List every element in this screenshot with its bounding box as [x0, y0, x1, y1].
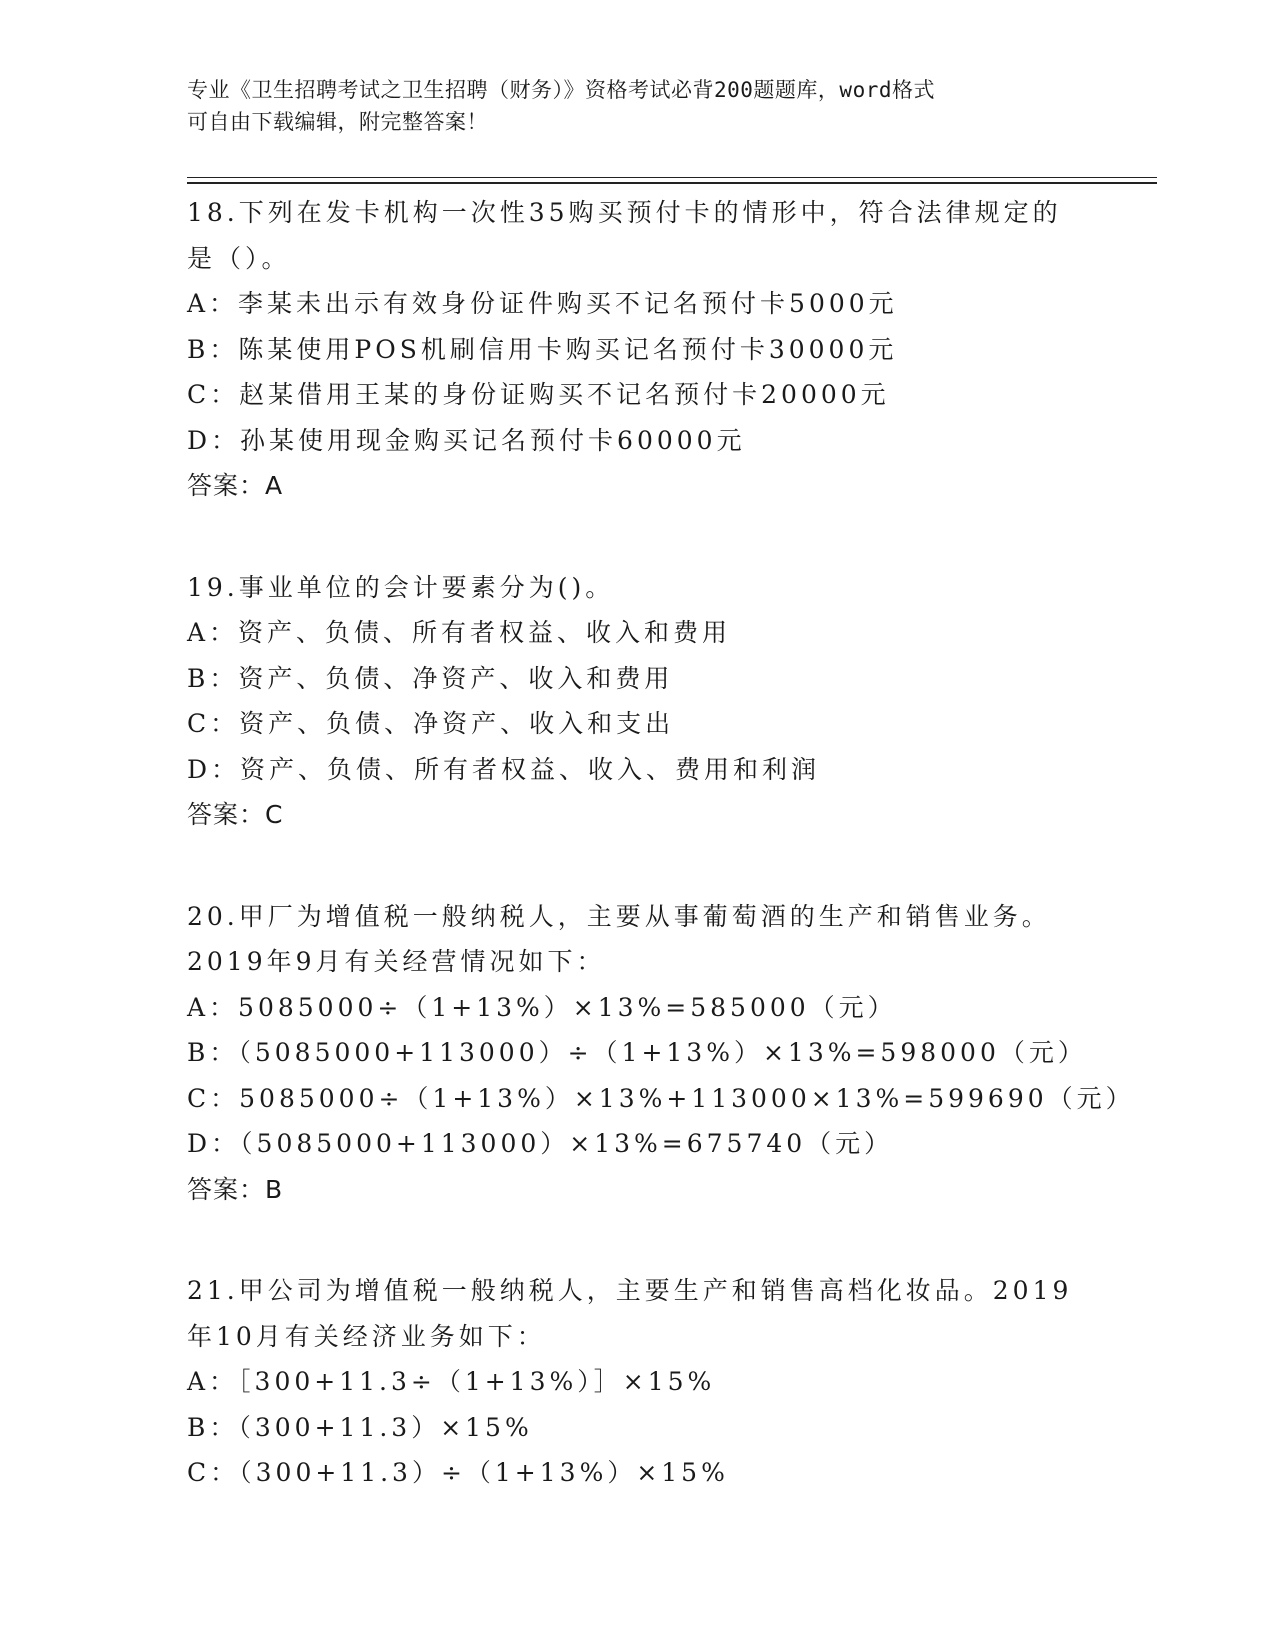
question-stem: 18.下列在发卡机构一次性35购买预付卡的情形中，符合法律规定的	[187, 198, 1062, 227]
question-20	[187, 894, 1147, 1213]
question-19	[187, 565, 1147, 838]
option-b: B：资产、负债、净资产、收入和费用	[187, 663, 674, 693]
question-stem: 20.甲厂为增值税一般纳税人，主要从事葡萄酒的生产和销售业务。	[187, 901, 1051, 931]
header-line-2: 可自由下载编辑，附完整答案！	[187, 110, 488, 134]
question-18	[187, 190, 1147, 509]
question-21	[187, 1268, 1147, 1496]
question-list	[187, 190, 1147, 1552]
option-d: D：资产、负债、所有者权益、收入、费用和利润	[187, 754, 821, 784]
option-c: C：资产、负债、净资产、收入和支出	[187, 709, 675, 738]
question-stem: 21.甲公司为增值税一般纳税人，主要生产和销售高档化妆品。2019	[187, 1276, 1073, 1305]
option-a: A：李某未出示有效身份证件购买不记名预付卡5000元	[187, 289, 898, 318]
option-a: A：［300+11.3÷（1+13%）］×15%	[187, 1367, 716, 1396]
answer-label: 答案：A	[187, 471, 284, 500]
header-divider-thin	[187, 177, 1157, 178]
document-header	[187, 74, 1067, 138]
question-stem-continued: 2019年9月有关经营情况如下：	[187, 947, 606, 976]
answer-label: 答案：B	[187, 1174, 284, 1204]
answer-label: 答案：C	[187, 800, 284, 829]
option-a: A：资产、负债、所有者权益、收入和费用	[187, 618, 732, 647]
option-a: A：5085000÷（1+13%）×13%=585000（元）	[187, 992, 897, 1022]
question-stem: 19.事业单位的会计要素分为()。	[187, 572, 615, 602]
option-c: C：（300+11.3）÷（1+13%）×15%	[187, 1458, 729, 1487]
question-stem-continued: 是（）。	[187, 243, 291, 273]
option-d: D：孙某使用现金购买记名预付卡60000元	[187, 425, 746, 455]
option-b: B：（300+11.3）×15%	[187, 1412, 533, 1442]
header-divider-thick	[187, 182, 1157, 184]
option-b: B：（5085000+113000）÷（1+13%）×13%=598000（元）	[187, 1038, 1087, 1067]
option-d: D：（5085000+113000）×13%=675740（元）	[187, 1129, 894, 1158]
option-c: C：5085000÷（1+13%）×13%+113000×13%=599690（元）	[187, 1083, 1135, 1113]
header-line-1: 专业《卫生招聘考试之卫生招聘（财务）》资格考试必背200题题库，word格式	[187, 78, 935, 102]
question-stem-continued: 年10月有关经济业务如下：	[187, 1321, 546, 1351]
option-c: C：赵某借用王某的身份证购买不记名预付卡20000元	[187, 380, 890, 409]
option-b: B：陈某使用POS机刷信用卡购买记名预付卡30000元	[187, 334, 898, 364]
